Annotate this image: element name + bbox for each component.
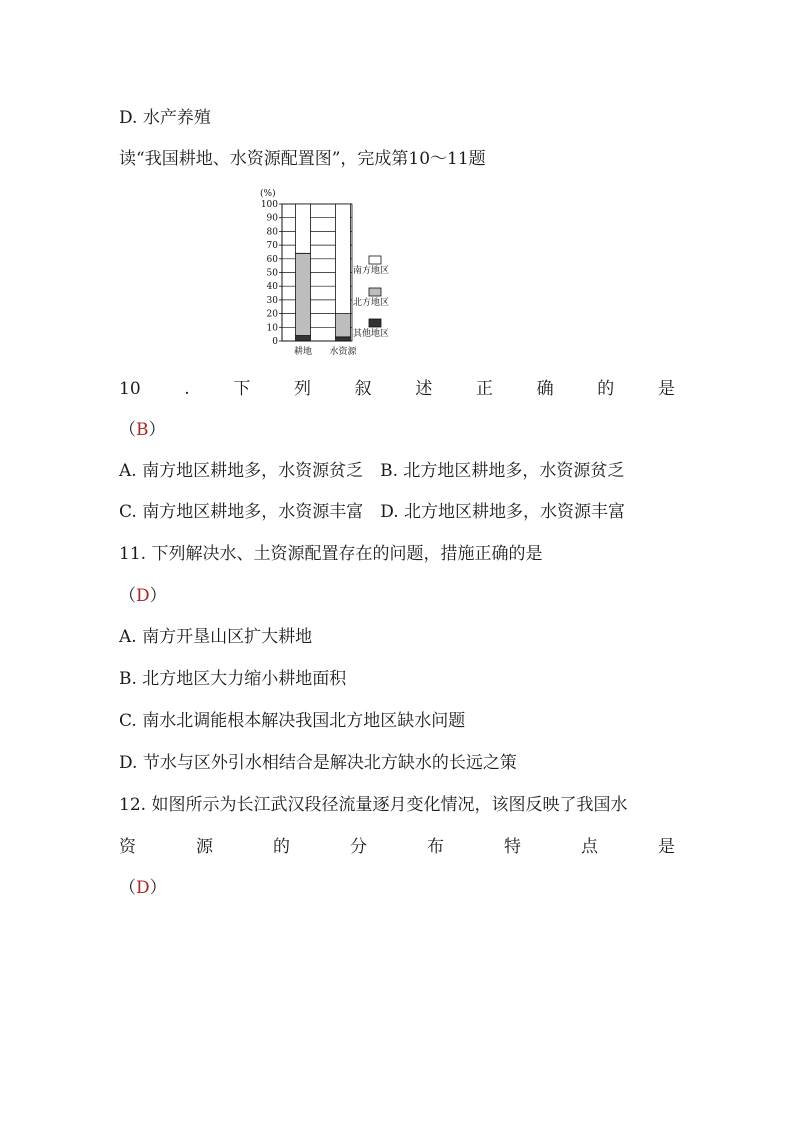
bar-耕地-北方地区 (296, 253, 311, 335)
legend-swatch-1 (369, 288, 381, 296)
question-12-stem-continued (119, 835, 675, 859)
question-10-options-ab: A. 南方地区耕地多，水资源贫乏 B. 北方地区耕地多，水资源贫乏 (119, 461, 625, 481)
question-10-char-7: 确 (536, 379, 554, 399)
bar-耕地-其他地区 (296, 336, 311, 341)
question-12-answer-line (119, 876, 675, 900)
farmland-water-chart (252, 184, 412, 360)
question-12-char-1: 源 (196, 837, 213, 857)
bar-耕地-南方地区 (296, 204, 311, 253)
intro-line: 读“我国耕地、水资源配置图”，完成第10～11题 (119, 149, 486, 169)
question-10-char-0: 10 (119, 379, 141, 399)
question-12-char-6: 点 (581, 837, 598, 857)
legend-swatch-0 (369, 256, 381, 264)
question-11-option-a: A. 南方开垦山区扩大耕地 (119, 627, 313, 647)
question-11-option-c: C. 南水北调能根本解决我国北方地区缺水问题 (119, 711, 466, 731)
question-10-char-8: 的 (597, 379, 615, 399)
paren-open: （ (119, 420, 136, 440)
question-12-answer: D (136, 878, 150, 898)
question-10-char-3: 列 (294, 379, 312, 399)
question-10-answer-line (119, 418, 675, 442)
x-tick-label-0: 耕地 (293, 347, 313, 357)
paren-close: ） (149, 586, 167, 606)
question-11-option-b: B. 北方地区大力缩小耕地面积 (119, 669, 347, 689)
y-tick-label-0: 0 (272, 337, 278, 347)
bar-水资源-其他地区 (336, 337, 351, 341)
y-tick-label-3: 30 (266, 295, 278, 306)
question-12-char-4: 布 (427, 837, 444, 857)
y-tick-label-7: 70 (266, 241, 278, 252)
legend-label-0: 南方地区 (353, 266, 390, 276)
question-11-option-d: D. 节水与区外引水相结合是解决北方缺水的长远之策 (119, 753, 517, 773)
x-tick-label-1: 水资源 (329, 347, 357, 357)
y-tick-label-1: 10 (266, 323, 278, 334)
question-11-answer-line (119, 584, 675, 608)
legend-label-2: 其他地区 (353, 329, 390, 339)
y-tick-label-4: 40 (266, 282, 278, 293)
question-12-char-7: 是 (658, 837, 675, 857)
bar-水资源-北方地区 (336, 314, 351, 337)
question-10-char-4: 叙 (354, 379, 372, 399)
question-10-char-9: 是 (657, 379, 675, 399)
paren-open: （ (119, 878, 136, 898)
y-tick-label-2: 20 (266, 309, 278, 320)
question-10-char-2: 下 (233, 379, 251, 399)
question-10-char-1: . (184, 379, 190, 399)
question-12-stem: 12. 如图所示为长江武汉段径流量逐月变化情况，该图反映了我国水 (119, 795, 628, 815)
y-tick-label-5: 50 (266, 268, 278, 279)
question-10-char-6: 正 (475, 379, 493, 399)
paren-close: ） (149, 878, 167, 898)
question-10-answer: B (136, 420, 149, 440)
y-tick-label-10: 100 (260, 200, 278, 210)
question-9-option-d: D. 水产养殖 (119, 108, 211, 128)
question-12-char-0: 资 (119, 837, 136, 857)
question-11-answer: D (136, 586, 150, 606)
paren-close: ） (148, 420, 166, 440)
question-10-options-cd: C. 南方地区耕地多，水资源丰富 D. 北方地区耕地多，水资源丰富 (119, 502, 626, 522)
y-axis-unit-label: (%) (260, 189, 276, 199)
legend-label-1: 北方地区 (353, 298, 390, 308)
y-tick-label-6: 60 (266, 254, 278, 265)
y-tick-label-9: 90 (266, 213, 278, 224)
y-tick-label-8: 80 (266, 227, 278, 238)
legend-swatch-2 (369, 319, 381, 327)
question-12-char-3: 分 (350, 837, 367, 857)
question-11-stem: 11. 下列解决水、土资源配置存在的问题，措施正确的是 (119, 544, 543, 564)
paren-open: （ (119, 586, 136, 606)
bar-水资源-南方地区 (336, 204, 351, 314)
question-12-char-5: 特 (504, 837, 521, 857)
question-10-char-5: 述 (415, 379, 433, 399)
question-12-char-2: 的 (273, 837, 290, 857)
question-10-stem (119, 377, 675, 401)
